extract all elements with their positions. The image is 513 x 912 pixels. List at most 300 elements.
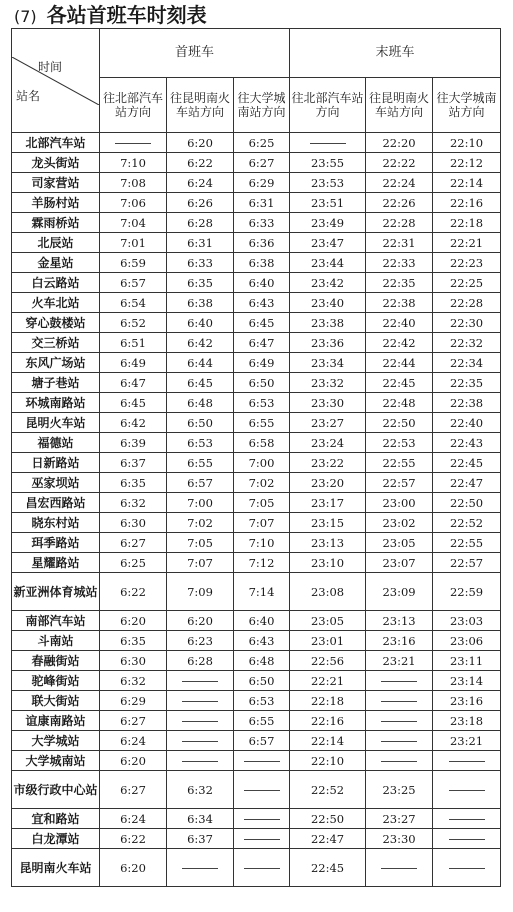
time-cell: 6:20 [100,611,167,631]
time-cell: 23:03 [433,611,501,631]
time-cell: 6:50 [234,373,290,393]
time-cell: 23:27 [290,413,366,433]
station-name-cell: 大学城南站 [12,751,100,771]
table-row [12,849,501,887]
table-row [12,213,501,233]
time-cell: 6:22 [100,573,167,611]
dash-line [182,681,218,682]
direction-header: 往北部汽车站方向 [290,78,366,133]
no-service-cell [366,731,433,751]
station-name-cell: 金星站 [12,253,100,273]
dash-line [244,819,280,820]
time-cell: 22:42 [366,333,433,353]
dash-line [449,790,485,791]
time-cell: 6:38 [167,293,234,313]
time-cell: 6:37 [167,829,234,849]
no-service-cell [366,751,433,771]
time-cell: 6:24 [100,809,167,829]
station-name-cell: 宜和路站 [12,809,100,829]
time-cell: 23:08 [290,573,366,611]
no-service-cell [366,671,433,691]
time-cell: 6:27 [234,153,290,173]
corner-station-label: 站名 [16,88,41,103]
time-cell: 6:27 [100,711,167,731]
time-cell: 6:38 [234,253,290,273]
time-cell: 23:06 [433,631,501,651]
time-cell: 23:36 [290,333,366,353]
no-service-cell [234,771,290,809]
time-cell: 23:13 [290,533,366,553]
table-row [12,493,501,513]
station-name-cell: 穿心鼓楼站 [12,313,100,333]
station-name-cell: 北部汽车站 [12,133,100,153]
time-cell: 23:44 [290,253,366,273]
time-cell: 6:31 [234,193,290,213]
time-cell: 23:14 [433,671,501,691]
table-row [12,393,501,413]
time-cell: 23:32 [290,373,366,393]
dash-line [449,868,485,869]
no-service-cell [234,751,290,771]
table-row [12,671,501,691]
station-name-cell: 环城南路站 [12,393,100,413]
time-cell: 6:25 [100,553,167,573]
corner-time-label: 时间 [38,59,63,74]
station-name-cell: 白云路站 [12,273,100,293]
no-service-cell [433,829,501,849]
time-cell: 6:50 [234,671,290,691]
table-row [12,453,501,473]
time-cell: 7:09 [167,573,234,611]
no-service-cell [234,809,290,829]
time-cell: 22:30 [433,313,501,333]
table-row [12,651,501,671]
time-cell: 22:12 [433,153,501,173]
time-cell: 7:07 [234,513,290,533]
time-cell: 22:28 [366,213,433,233]
time-cell: 6:28 [167,651,234,671]
time-cell: 7:05 [234,493,290,513]
time-cell: 23:11 [433,651,501,671]
time-cell: 23:17 [290,493,366,513]
time-cell: 22:50 [366,413,433,433]
time-cell: 6:57 [167,473,234,493]
station-name-cell: 昆明火车站 [12,413,100,433]
time-cell: 6:35 [100,473,167,493]
time-cell: 22:33 [366,253,433,273]
station-name-cell: 市级行政中心站 [12,771,100,809]
time-cell: 23:21 [366,651,433,671]
time-cell: 23:09 [366,573,433,611]
time-cell: 23:53 [290,173,366,193]
time-cell: 22:45 [366,373,433,393]
dash-line [244,761,280,762]
time-cell: 6:55 [234,413,290,433]
time-cell: 22:28 [433,293,501,313]
time-cell: 23:00 [366,493,433,513]
no-service-cell [234,829,290,849]
time-cell: 6:25 [234,133,290,153]
time-cell: 7:04 [100,213,167,233]
station-name-cell: 羊肠村站 [12,193,100,213]
time-cell: 6:47 [234,333,290,353]
dash-line [449,819,485,820]
time-cell: 6:42 [100,413,167,433]
time-cell: 6:35 [167,273,234,293]
station-name-cell: 福德站 [12,433,100,453]
time-cell: 22:50 [290,809,366,829]
time-cell: 23:51 [290,193,366,213]
time-cell: 6:54 [100,293,167,313]
no-service-cell [290,133,366,153]
table-row [12,233,501,253]
station-name-cell: 晓东村站 [12,513,100,533]
table-row [12,433,501,453]
time-cell: 6:37 [100,453,167,473]
time-cell: 22:40 [366,313,433,333]
no-service-cell [234,849,290,887]
time-cell: 22:35 [366,273,433,293]
dash-line [381,681,417,682]
direction-header: 往昆明南火车站方向 [366,78,433,133]
time-cell: 6:26 [167,193,234,213]
station-name-cell: 昆明南火车站 [12,849,100,887]
dash-line [182,701,218,702]
table-row [12,373,501,393]
station-name-cell: 大学城站 [12,731,100,751]
table-row [12,691,501,711]
time-cell: 6:40 [234,273,290,293]
time-cell: 6:57 [100,273,167,293]
time-cell: 23:07 [366,553,433,573]
dash-line [310,143,346,144]
table-row [12,731,501,751]
no-service-cell [433,809,501,829]
time-cell: 6:53 [167,433,234,453]
time-cell: 22:22 [366,153,433,173]
no-service-cell [167,691,234,711]
time-cell: 22:25 [433,273,501,293]
no-service-cell [167,751,234,771]
time-cell: 22:38 [433,393,501,413]
time-cell: 23:18 [433,711,501,731]
table-row [12,573,501,611]
no-service-cell [167,711,234,731]
station-name-cell: 龙头街站 [12,153,100,173]
first-train-header: 首班车 [100,29,290,78]
time-cell: 6:49 [100,353,167,373]
time-cell: 22:45 [433,453,501,473]
table-row [12,711,501,731]
time-cell: 7:05 [167,533,234,553]
dash-line [182,741,218,742]
time-cell: 6:33 [234,213,290,233]
station-name-cell: 东风广场站 [12,353,100,373]
time-cell: 6:57 [234,731,290,751]
station-name-cell: 昌宏西路站 [12,493,100,513]
time-cell: 23:42 [290,273,366,293]
section-number: (7) [14,7,37,26]
dash-line [182,868,218,869]
timetable-body [12,133,501,887]
time-cell: 7:00 [234,453,290,473]
time-cell: 22:16 [433,193,501,213]
title-text: 各站首班车时刻表 [46,3,207,27]
time-cell: 23:22 [290,453,366,473]
time-cell: 22:44 [366,353,433,373]
no-service-cell [167,671,234,691]
station-name-cell: 白龙潭站 [12,829,100,849]
table-row [12,413,501,433]
dash-line [381,761,417,762]
time-cell: 6:43 [234,293,290,313]
time-cell: 6:40 [167,313,234,333]
direction-header: 往大学城南站方向 [234,78,290,133]
dash-line [381,701,417,702]
table-row [12,133,501,153]
table-row [12,533,501,553]
time-cell: 6:42 [167,333,234,353]
time-cell: 6:20 [100,751,167,771]
time-cell: 7:01 [100,233,167,253]
time-cell: 6:22 [167,153,234,173]
time-cell: 22:43 [433,433,501,453]
time-cell: 6:52 [100,313,167,333]
time-cell: 6:53 [234,393,290,413]
time-cell: 6:32 [100,671,167,691]
time-cell: 23:05 [366,533,433,553]
time-cell: 23:55 [290,153,366,173]
dash-line [182,721,218,722]
time-cell: 22:52 [433,513,501,533]
time-cell: 22:32 [433,333,501,353]
time-cell: 22:10 [290,751,366,771]
time-cell: 6:44 [167,353,234,373]
no-service-cell [433,751,501,771]
no-service-cell [366,711,433,731]
no-service-cell [100,133,167,153]
no-service-cell [433,849,501,887]
time-cell: 7:02 [167,513,234,533]
time-cell: 22:26 [366,193,433,213]
dash-line [381,721,417,722]
table-row [12,313,501,333]
station-name-cell: 霖雨桥站 [12,213,100,233]
time-cell: 22:10 [433,133,501,153]
dash-line [115,143,151,144]
time-cell: 23:13 [366,611,433,631]
time-cell: 23:27 [366,809,433,829]
time-cell: 22:48 [366,393,433,413]
time-cell: 6:31 [167,233,234,253]
time-cell: 22:50 [433,493,501,513]
time-cell: 22:18 [433,213,501,233]
table-row [12,353,501,373]
time-cell: 22:47 [433,473,501,493]
time-cell: 6:43 [234,631,290,651]
table-row [12,473,501,493]
time-cell: 6:49 [234,353,290,373]
time-cell: 23:16 [433,691,501,711]
station-name-cell: 星耀路站 [12,553,100,573]
time-cell: 7:06 [100,193,167,213]
time-cell: 22:31 [366,233,433,253]
dash-line [182,761,218,762]
time-cell: 22:45 [290,849,366,887]
time-cell: 22:21 [290,671,366,691]
time-cell: 23:40 [290,293,366,313]
time-cell: 6:45 [234,313,290,333]
station-name-cell: 交三桥站 [12,333,100,353]
table-row [12,253,501,273]
table-row [12,273,501,293]
time-cell: 7:07 [167,553,234,573]
time-cell: 6:29 [234,173,290,193]
station-name-cell: 驼峰街站 [12,671,100,691]
no-service-cell [167,731,234,751]
time-cell: 23:01 [290,631,366,651]
time-cell: 6:48 [167,393,234,413]
dash-line [449,761,485,762]
time-cell: 22:35 [433,373,501,393]
table-row [12,173,501,193]
time-cell: 23:16 [366,631,433,651]
time-cell: 22:20 [366,133,433,153]
table-row [12,631,501,651]
time-cell: 6:35 [100,631,167,651]
time-cell: 6:23 [167,631,234,651]
time-cell: 7:00 [167,493,234,513]
no-service-cell [366,691,433,711]
time-cell: 6:53 [234,691,290,711]
station-name-cell: 塘子巷站 [12,373,100,393]
time-cell: 6:48 [234,651,290,671]
corner-header-cell [12,29,100,133]
time-cell: 23:05 [290,611,366,631]
time-cell: 22:24 [366,173,433,193]
time-cell: 22:14 [290,731,366,751]
time-cell: 6:22 [100,829,167,849]
time-cell: 22:14 [433,173,501,193]
time-cell: 23:47 [290,233,366,253]
time-cell: 6:27 [100,771,167,809]
time-cell: 23:38 [290,313,366,333]
time-cell: 23:02 [366,513,433,533]
table-row [12,829,501,849]
time-cell: 22:53 [366,433,433,453]
time-cell: 23:24 [290,433,366,453]
time-cell: 22:21 [433,233,501,253]
time-cell: 6:33 [167,253,234,273]
time-cell: 6:45 [167,373,234,393]
time-cell: 22:34 [433,353,501,373]
direction-header: 往大学城南站方向 [433,78,501,133]
time-cell: 22:56 [290,651,366,671]
time-cell: 22:57 [366,473,433,493]
last-train-header: 末班车 [290,29,501,78]
station-name-cell: 新亚洲体育城站 [12,573,100,611]
time-cell: 22:23 [433,253,501,273]
time-cell: 22:40 [433,413,501,433]
time-cell: 7:14 [234,573,290,611]
table-row [12,513,501,533]
time-cell: 22:55 [366,453,433,473]
station-name-cell: 南部汽车站 [12,611,100,631]
time-cell: 6:45 [100,393,167,413]
time-cell: 6:47 [100,373,167,393]
time-cell: 23:25 [366,771,433,809]
time-cell: 22:38 [366,293,433,313]
station-name-cell: 珥季路站 [12,533,100,553]
time-cell: 22:57 [433,553,501,573]
time-cell: 7:10 [234,533,290,553]
station-name-cell: 火车北站 [12,293,100,313]
time-cell: 7:02 [234,473,290,493]
no-service-cell [167,849,234,887]
time-cell: 23:49 [290,213,366,233]
station-name-cell: 北辰站 [12,233,100,253]
time-cell: 6:30 [100,513,167,533]
time-cell: 22:18 [290,691,366,711]
time-cell: 22:55 [433,533,501,553]
time-cell: 6:24 [167,173,234,193]
time-cell: 6:51 [100,333,167,353]
time-cell: 6:28 [167,213,234,233]
table-row [12,193,501,213]
dash-line [381,741,417,742]
table-row [12,771,501,809]
no-service-cell [433,771,501,809]
station-name-cell: 巫家坝站 [12,473,100,493]
time-cell: 6:55 [234,711,290,731]
dash-line [244,839,280,840]
time-cell: 6:34 [167,809,234,829]
time-cell: 7:08 [100,173,167,193]
time-cell: 6:40 [234,611,290,631]
time-cell: 6:58 [234,433,290,453]
time-cell: 6:55 [167,453,234,473]
time-cell: 6:59 [100,253,167,273]
direction-header: 往昆明南火车站方向 [167,78,234,133]
time-cell: 6:50 [167,413,234,433]
no-service-cell [366,849,433,887]
time-cell: 6:27 [100,533,167,553]
station-name-cell: 斗南站 [12,631,100,651]
table-row [12,153,501,173]
dash-line [244,868,280,869]
dash-line [381,868,417,869]
time-cell: 7:12 [234,553,290,573]
table-row [12,293,501,313]
time-cell: 6:36 [234,233,290,253]
time-cell: 6:39 [100,433,167,453]
time-cell: 6:32 [167,771,234,809]
timetable [11,28,501,887]
time-cell: 6:20 [100,849,167,887]
dash-line [244,790,280,791]
time-cell: 23:20 [290,473,366,493]
station-name-cell: 春融街站 [12,651,100,671]
station-name-cell: 联大街站 [12,691,100,711]
time-cell: 6:24 [100,731,167,751]
time-cell: 22:16 [290,711,366,731]
time-cell: 23:34 [290,353,366,373]
time-cell: 23:30 [290,393,366,413]
direction-header: 往北部汽车站方向 [100,78,167,133]
time-cell: 23:21 [433,731,501,751]
dash-line [449,839,485,840]
time-cell: 6:20 [167,611,234,631]
